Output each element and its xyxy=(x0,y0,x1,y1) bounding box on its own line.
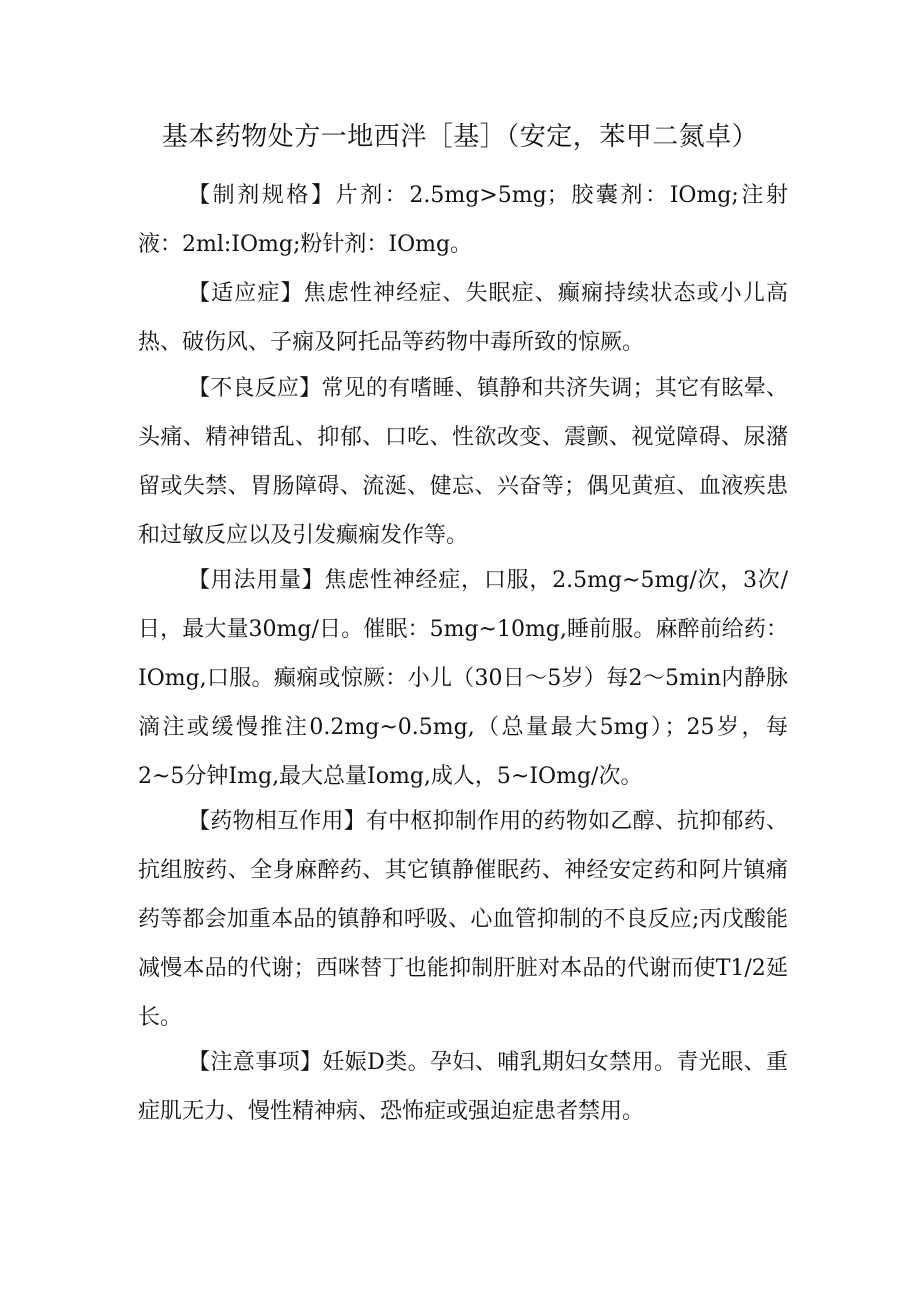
section-heading: 【不良反应】 xyxy=(188,376,322,401)
section-indications xyxy=(138,269,788,367)
section-body: 焦虑性神经症，口服，2.5mg~5mg/次，3次/日，最大量30mg/日。催眠：5mg~10mg,睡前服。麻醉前给药：IOmg,口服。癫痫或惊厥：小儿（30日～5岁）每2～5min内静脉滴注或缓慢推注0.2mg~0.5mg,（总量最大5mg）；25岁，每2~5分钟Img,最大总量Iomg,成人，5~IOmg/次。 xyxy=(138,568,788,789)
section-adverse-reactions xyxy=(138,364,788,560)
section-body: 常见的有嗜睡、镇静和共济失调；其它有眩晕、头痛、精神错乱、抑郁、口吃、性欲改变、震颤、视觉障碍、尿潴留或失禁、胃肠障碍、流涎、健忘、兴奋等；偶见黄疸、血液疾患和过敏反应以及引发癫痫发作等。 xyxy=(138,376,788,548)
section-dosage xyxy=(138,556,788,801)
section-heading: 【制剂规格】 xyxy=(188,183,336,208)
section-drug-interactions xyxy=(138,797,788,1042)
section-body: 妊娠D类。孕妇、哺乳期妇女禁用。青光眼、重症肌无力、慢性精神病、恐怖症或强迫症患者禁用。 xyxy=(138,1050,788,1124)
section-heading: 【注意事项】 xyxy=(188,1050,323,1075)
section-body: 片剂：2.5mg>5mg；胶囊剂：IOmg;注射液：2ml:IOmg;粉针剂：IOmg。 xyxy=(138,183,788,257)
section-heading: 【用法用量】 xyxy=(188,568,325,593)
section-formulation xyxy=(138,171,788,269)
section-heading: 【药物相互作用】 xyxy=(188,809,366,834)
section-body: 有中枢抑制作用的药物如乙醇、抗抑郁药、抗组胺药、全身麻醉药、其它镇静催眠药、神经安定药和阿片镇痛药等都会加重本品的镇静和呼吸、心血管抑制的不良反应;丙戊酸能减慢本品的代谢；西咪替丁也能抑制肝脏对本品的代谢而使T1/2延长。 xyxy=(138,809,788,1030)
section-precautions xyxy=(138,1038,788,1136)
section-heading: 【适应症】 xyxy=(188,281,304,306)
document-title: 基本药物处方一地西泮［基］（安定，苯甲二氮卓） xyxy=(161,122,759,152)
section-body: 焦虑性神经症、失眠症、癫痫持续状态或小儿高热、破伤风、子痫及阿托品等药物中毒所致的惊厥。 xyxy=(138,281,788,355)
